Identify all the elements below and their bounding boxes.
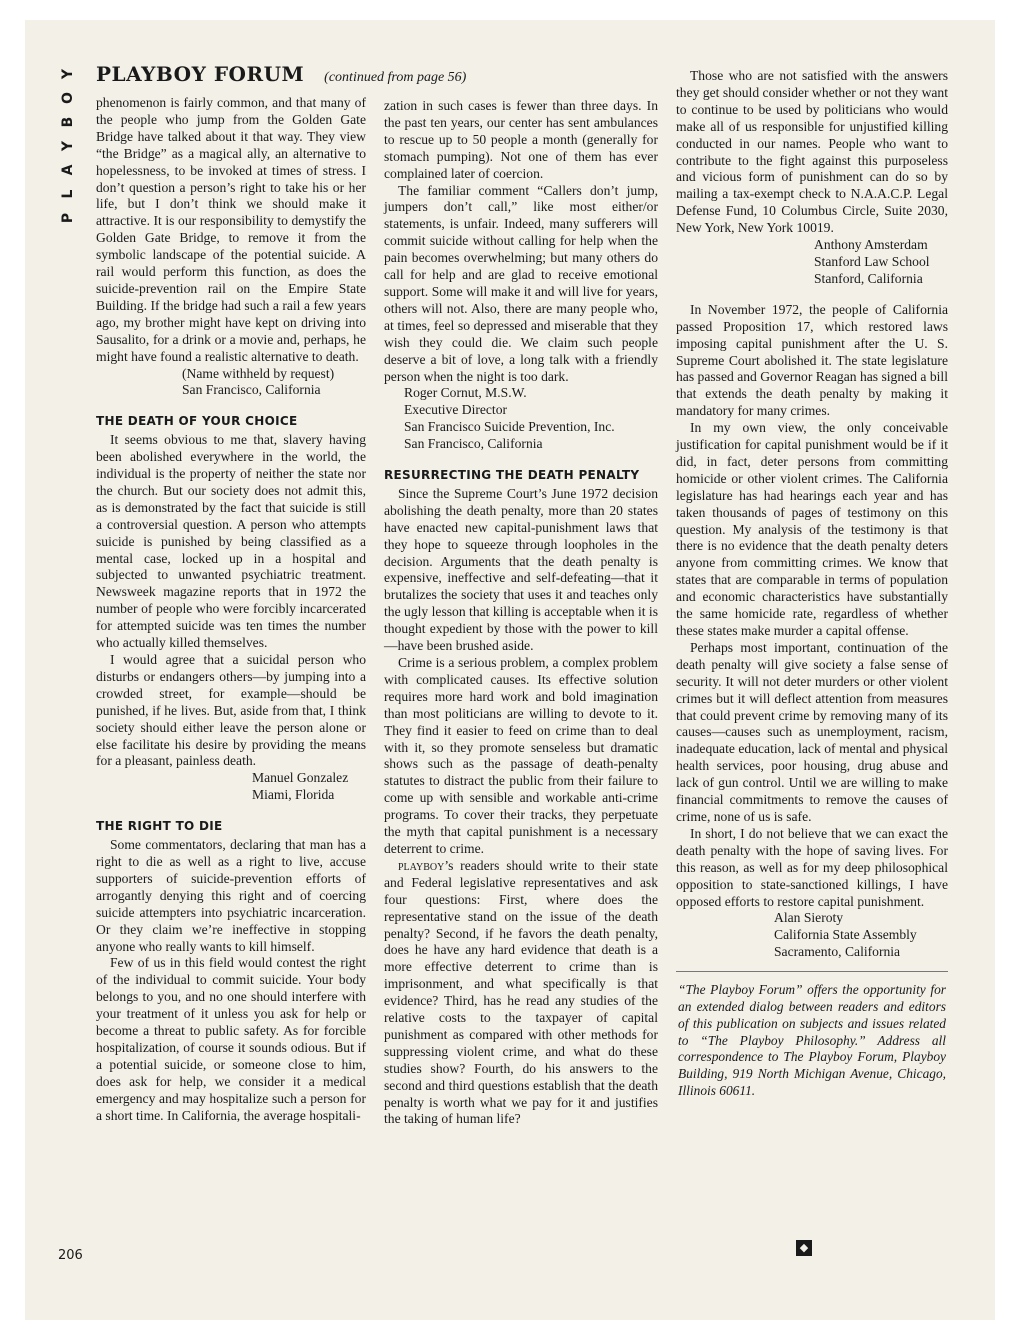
signature-place: San Francisco, California — [182, 382, 321, 398]
body-paragraph: zation in such cases is fewer than three days. In the past ten years, our center has sent ambulances to rescue up to 50 people a month (generally for stomach pumping). Not one of them has ever complained later of coercion. — [384, 98, 658, 181]
signature-line: San Francisco, California — [404, 436, 543, 452]
spine-letter: Y — [60, 68, 76, 80]
body-paragraph: Since the Supreme Court’s June 1972 decision abolishing the death penalty, more than 20 states have enacted new capital-punishment laws that they hope to squeeze through loopholes in the decision. Arguments that the death penalty is expensive, ineffective and self-defeating—that it brutalizes the society that uses it and teaches only the ugly lesson that killing is acceptable when it is thought expedient by those with the power to kill—have been brushed aside. — [384, 485, 658, 654]
page-number: 206 — [58, 1248, 83, 1263]
signature — [676, 910, 948, 961]
column-2 — [384, 98, 658, 1128]
spine-letter: L — [60, 189, 76, 199]
section-heading: RESURRECTING THE DEATH PENALTY — [384, 468, 640, 483]
section-heading: THE RIGHT TO DIE — [96, 819, 223, 834]
signature-line: San Francisco Suicide Prevention, Inc. — [404, 419, 615, 435]
body-paragraph: phenomenon is fairly common, and that many of the people who jump from the Golden Gate Bridge have talked about it that way. They view “the Bridge” as a magical ally, an alternative to hopelessness, to be invoked at times of stress. I don’t question a person’s right to take his or her life, but I don’t think we should make it attractive. It is our responsibility to demystify the Golden Gate Bridge, to remove it from the symbolic landscape of the potential suicide. A rail would perform this function, as does the suicide-prevention rail on the Empire State Building. If the bridge had such a rail a few years ago, my brother might have kept on driving into Sausalito, for a drink or a movie and, perhaps, he might have found a realistic alternative to death. — [96, 95, 366, 364]
spine-letter: A — [60, 164, 76, 176]
signature — [96, 770, 366, 804]
body-paragraph: Crime is a serious problem, a complex problem with complicated causes. Its effective solution requires more hard work and bold imagination than most politicians are willing to devote to it. They find it easier to feed on crime than to deal with it, so they promote senseless but dramatic shows such as the passage of death-penalty statutes to distract the public from their failure to come up with sensible and workable anti-crime programs. To cover their tracks, they perpetuate the myth that capital punishment is a necessary deterrent to crime. — [384, 655, 658, 856]
signature-line: Stanford Law School — [814, 253, 930, 269]
signature-line: Sacramento, California — [774, 944, 901, 960]
spine-letter: B — [60, 116, 76, 128]
signature-line: Alan Sieroty — [774, 910, 844, 926]
forum-title: PLAYBOY FORUM — [96, 62, 305, 86]
playboy-smallcaps: playboy — [398, 857, 445, 873]
spine-letter: Y — [60, 140, 76, 152]
body-paragraph: In November 1972, the people of California passed Proposition 17, which restored laws imposing capital punishment after the U. S. Supreme Court abolished it. The state legislature has passed and Governor Reagan has signed a bill that extends the death penalty by making it mandatory for many crimes. — [676, 301, 948, 419]
signature-line: Executive Director — [404, 402, 508, 418]
signature-line: Anthony Amsterdam — [814, 237, 928, 253]
spine-playboy-text — [58, 62, 78, 230]
page-header — [96, 62, 466, 86]
section-heading: THE DEATH OF YOUR CHOICE — [96, 414, 298, 429]
signature-name: (Name withheld by request) — [182, 365, 335, 381]
signature-line: California State Assembly — [774, 927, 917, 943]
forum-note: “The Playboy Forum” offers the opportunity for an extended dialog between readers and editors of this publication on subjects and issues related to “The Playboy Philosophy.” Address all correspondence to The Playboy Forum, Playboy Building, 919 North Michigan Avenue, Chicago, Illinois 60611. — [678, 982, 946, 1098]
signature-line: Roger Cornut, M.S.W. — [404, 385, 527, 401]
continued-note: (continued from page 56) — [324, 70, 467, 85]
body-paragraph: In short, I do not believe that we can exact the death penalty with the hope of saving lives. For this reason, as well as for my deep philosophical opposition to state-sanctioned killings, I have opposed efforts to restore capital punishment. — [676, 825, 948, 909]
signature — [384, 385, 658, 453]
signature-place: Miami, Florida — [252, 787, 335, 803]
signature — [676, 237, 948, 288]
body-paragraph: Perhaps most important, continuation of the death penalty will give society a false sense of security. It will not deter murders or other violent crimes but it will deflect attention from measures that could prevent crime by removing many of its causes—causes such as unemployment, racism, inadequate education, lack of mental and physical health services, poor housing, drug abuse and lack of gun control. Until we are willing to make financial commitments to remove the causes of crime, none of us is safe. — [676, 639, 948, 824]
spine-letter: O — [60, 92, 76, 104]
spine-letter: P — [60, 212, 76, 224]
body-paragraph: In my own view, the only conceivable justification for capital punishment would be if it did, in fact, deter persons from committing homicide or other violent crimes. The California legislature has had hearings each year and has taken thousands of pages of testimony on this question. My analysis of the testimony is that there is no evidence that the death penalty deters anyone from committing crimes. We know that states that are comparable in terms of population and economic characteristics have substantially the same homicide rate, regardless of whether these states make murder a capital offense. — [676, 420, 948, 638]
signature-name: Manuel Gonzalez — [252, 770, 349, 786]
body-paragraph: It seems obvious to me that, slavery having been abolished everywhere in the world, the individual is the property of neither the state nor the church. But our society does not admit this, as is demonstrated by the fact that suicide is still a controversial question. A person who attempts suicide is punished by being classified as a mental case, locked up in a hospital and subjected to unwanted psychiatric treatment. Newsweek magazine reports that in 1972 the number of people who were forcibly incarcerated for attempted suicide was ten times the number who actually killed themselves. — [96, 432, 366, 651]
body-paragraph: The familiar comment “Callers don’t jump, jumpers don’t call,” like most either/or statements, is unfair. Indeed, many sufferers will commit suicide without calling for help when the pain becomes overwhelming; but many others do call for help and are glad to receive emotional support. Some will make it and will live for years, others will not. Also, there are many people who, at times, feel so depressed and miserable that they wish they could die. We claim such people deserve a bit of love, a long talk with a friendly person when the night is too dark. — [384, 182, 658, 384]
column-1 — [96, 95, 366, 1124]
paragraph-text: ’s readers should write to their state and Federal legislative representatives and ask four questions: First, where does the representative stand on the issue of the death penalty? Second, if he favors the death penalty, does he have any hard evidence that death is a more effective deterrent to crime than is imprisonment, and what specifically is that evidence? Third, has he read any studies of the relative costs to the taxpayer of capital punishment as compared with other methods for suppressing violent crime, and what do these studies show? Fourth, do his answers to the second and third questions establish that the death penalty is worth what we pay for it and justifies the taking of human life? — [384, 857, 658, 1127]
body-paragraph — [384, 858, 658, 1129]
column-3 — [676, 68, 948, 1100]
signature-line: Stanford, California — [814, 270, 923, 286]
body-paragraph: Few of us in this field would contest the right of the individual to commit suicide. Your body belongs to you, and no one should interfere with your treatment of it unless you ask for help or become a threat to public safety. As for forcible hospitalization, of course it sounds odious. But if a potential suicide, or someone close to him, does ask for help, we consider it a medical emergency and may hospitalize such a person for a short time. In California, the average hospitali- — [96, 955, 366, 1123]
body-paragraph: I would agree that a suicidal person who disturbs or endangers others—by jumping into a crowded street, for example—should be punished, if he lives. But, aside from that, I think society should either leave the person alone or else facilitate his desire by providing the means for a pleasant, painless death. — [96, 652, 366, 769]
divider — [676, 971, 948, 972]
rabbit-head-icon: ◆ — [796, 1240, 812, 1256]
body-paragraph: Those who are not satisfied with the answers they get should consider whether or not they want to continue to be used by politicians who would make all of us responsible for unjustified killing conducted in our names. People who want to contribute to the fight against this purposeless and vicious form of punishment can do so by mailing a tax-exempt check to N.A.A.C.P. Legal Defense Fund, 10 Columbus Circle, Suite 2030, New York, New York 10019. — [676, 68, 948, 236]
body-paragraph: Some commentators, declaring that man has a right to die as well as a right to live, accuse supporters of suicide-prevention efforts of arrogantly denying this right and of coercing suicide attempters into psychiatric incarceration. Or they claim we’re ineffective in stopping anyone who really wants to kill himself. — [96, 837, 366, 954]
signature — [96, 366, 366, 400]
